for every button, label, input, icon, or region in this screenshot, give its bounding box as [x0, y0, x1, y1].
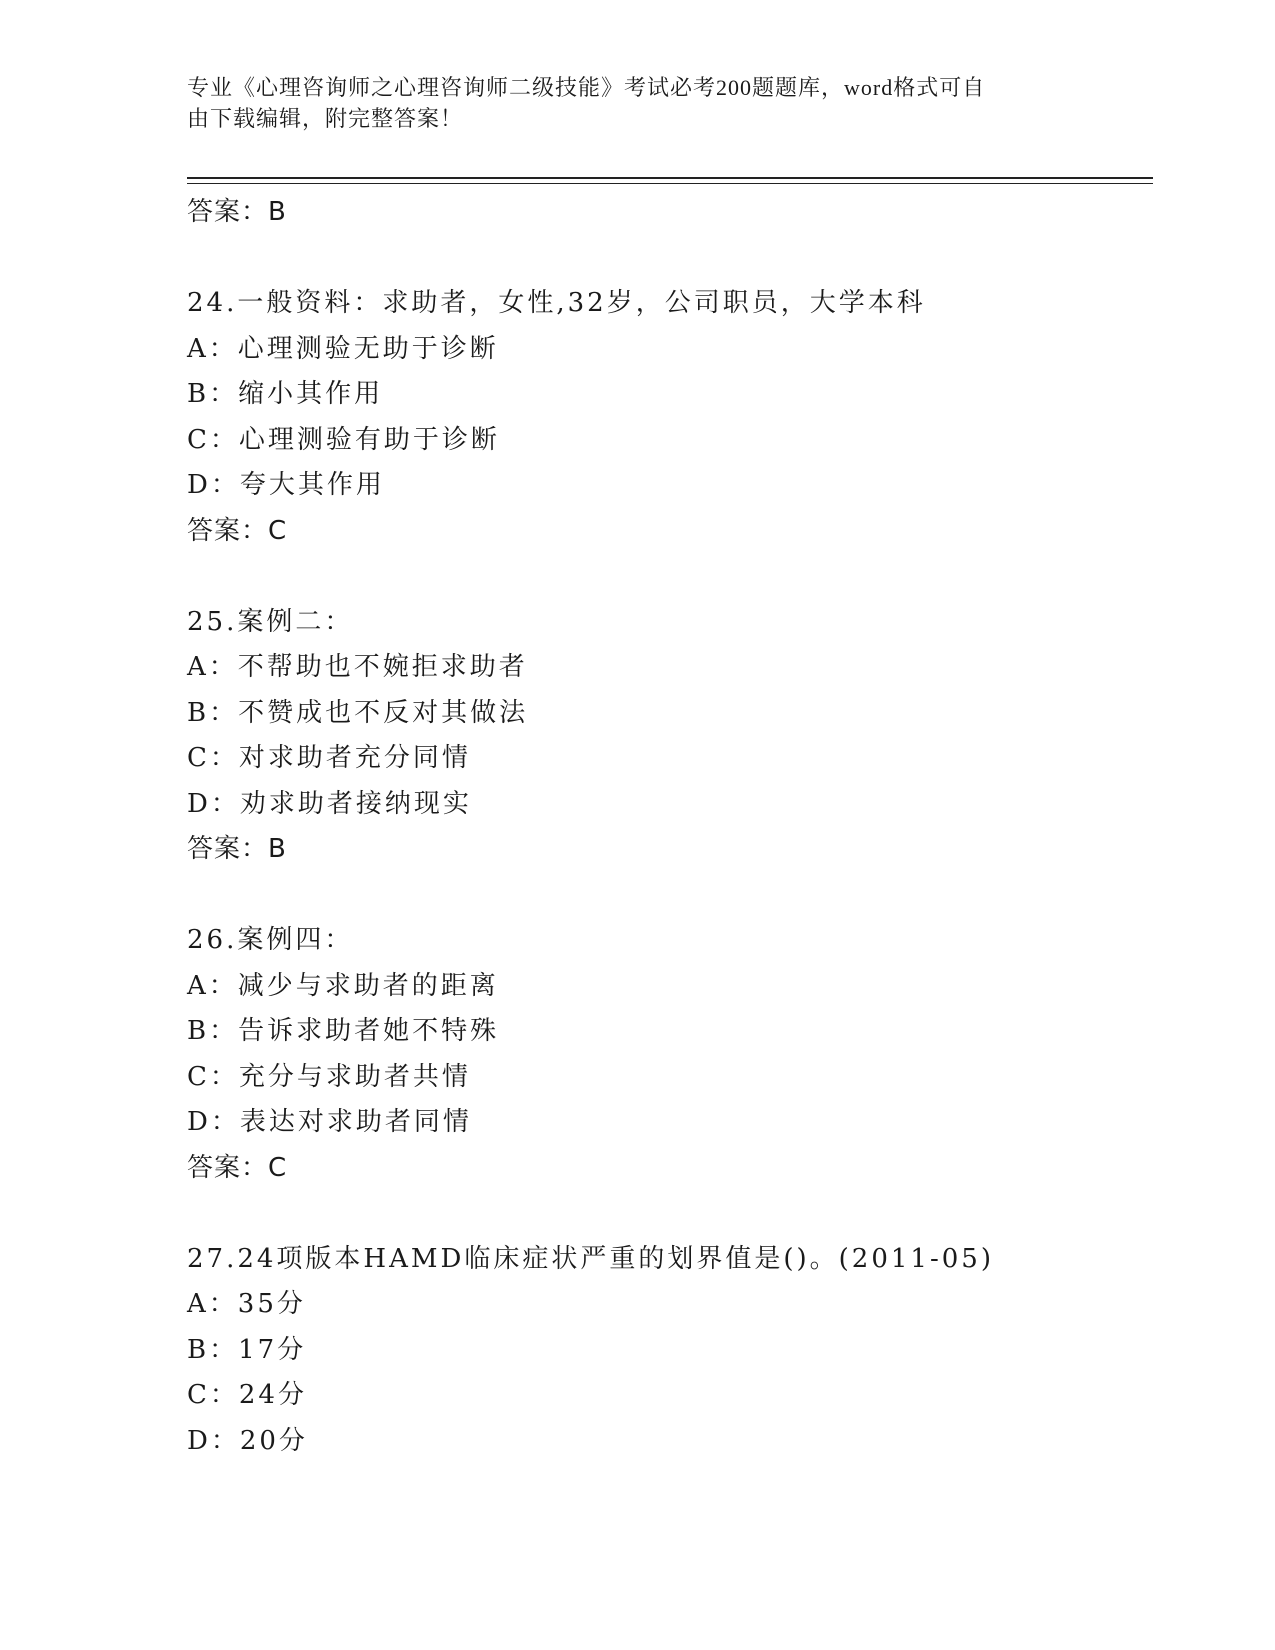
spacer: [187, 873, 1153, 919]
option-b: B：不赞成也不反对其做法: [187, 697, 529, 728]
answer-line: 答案：C: [187, 1152, 288, 1183]
option-c: C：充分与求助者共情: [187, 1061, 471, 1092]
option-c: C：24分: [187, 1380, 307, 1410]
question-stem: 24.一般资料：求助者，女性,32岁，公司职员，大学本科: [187, 288, 926, 318]
question-list: [187, 190, 1153, 1464]
question-25: [187, 600, 1153, 873]
header-divider-thick: [187, 177, 1153, 179]
option-d: D：劝求助者接纳现实: [187, 788, 472, 819]
option-a: A：减少与求助者的距离: [187, 970, 499, 1001]
header-line-2: 由下载编辑，附完整答案！: [187, 106, 464, 131]
answer-line: 答案：B: [187, 834, 287, 864]
option-a: A：35分: [187, 1289, 306, 1319]
question-stem: 26.案例四：: [187, 925, 354, 955]
header-line-1: 专业《心理咨询师之心理咨询师二级技能》考试必考200题题库，word格式可自: [187, 75, 986, 100]
option-c: C：对求助者充分同情: [187, 743, 471, 773]
option-b: B：17分: [187, 1334, 307, 1365]
document-header: [187, 72, 1067, 134]
answer-line: 答案：B: [187, 197, 287, 227]
question-stem: 27.24项版本HAMD临床症状严重的划界值是()。(2011-05): [187, 1243, 994, 1274]
question-24: [187, 281, 1153, 554]
option-c: C：心理测验有助于诊断: [187, 424, 500, 455]
spacer: [187, 236, 1153, 282]
option-a: A：不帮助也不婉拒求助者: [187, 652, 528, 682]
answer-line: 答案：C: [187, 515, 288, 546]
spacer: [187, 554, 1153, 600]
option-d: D：表达对求助者同情: [187, 1107, 472, 1137]
header-divider-thin: [187, 183, 1153, 184]
option-d: D：20分: [187, 1425, 308, 1456]
question-stem: 25.案例二：: [187, 606, 354, 637]
option-b: B：缩小其作用: [187, 379, 384, 409]
option-a: A：心理测验无助于诊断: [187, 333, 499, 364]
question-27: [187, 1237, 1153, 1465]
option-d: D：夸大其作用: [187, 470, 385, 500]
spacer: [187, 1191, 1153, 1237]
question-26: [187, 918, 1153, 1191]
option-b: B：告诉求助者她不特殊: [187, 1016, 500, 1046]
